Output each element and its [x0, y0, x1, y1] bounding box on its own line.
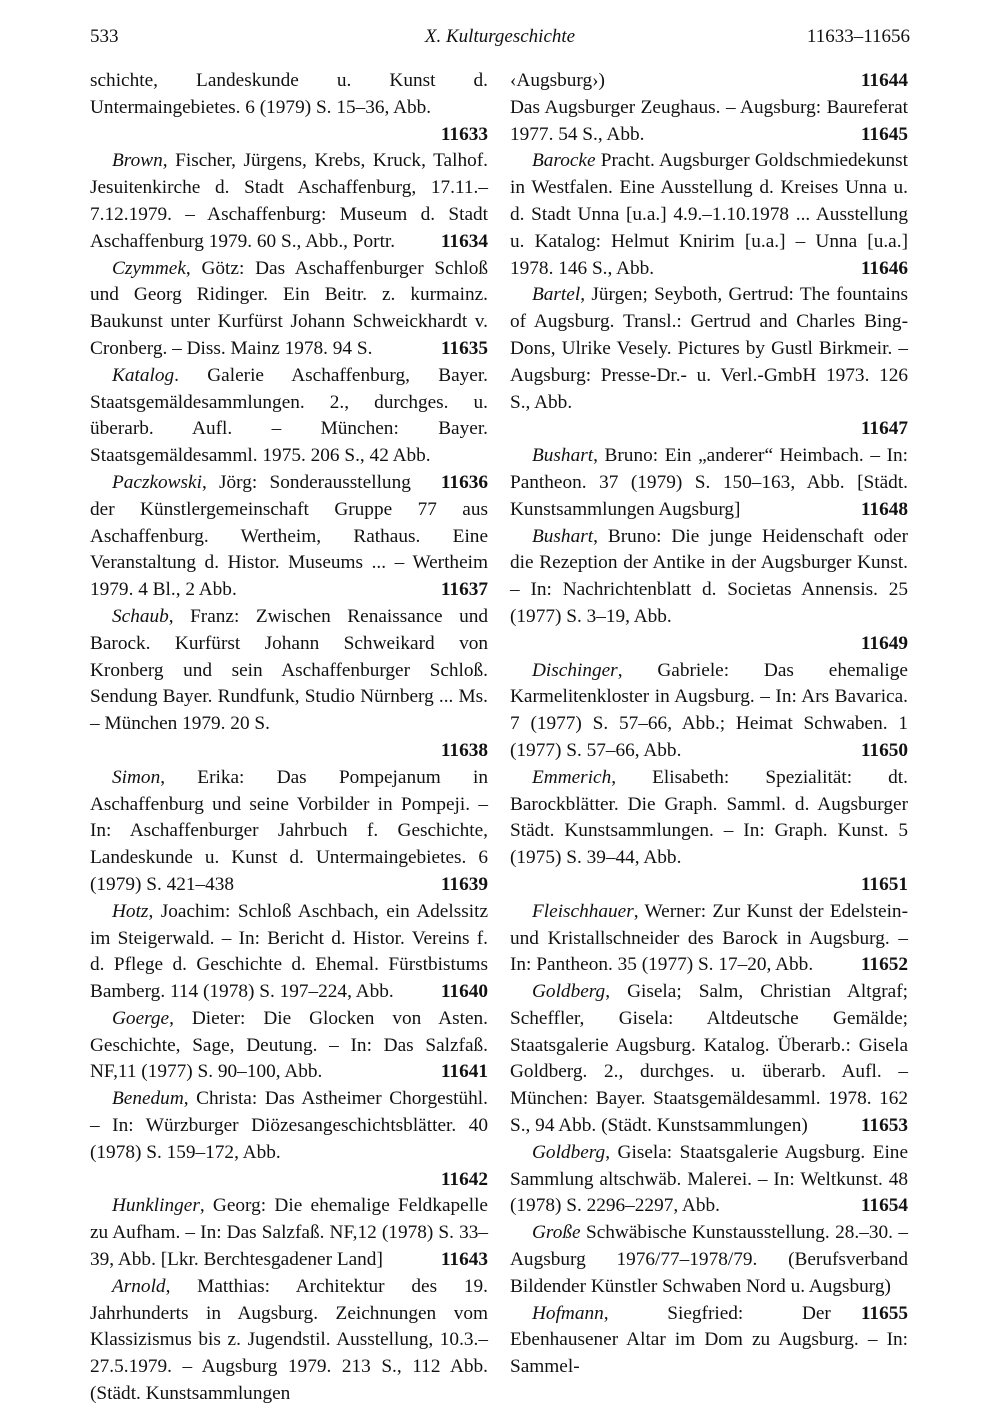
entry-author: Bushart — [532, 525, 594, 547]
entry-number: 11646 — [860, 257, 908, 279]
entry-author: Dischinger — [532, 659, 618, 681]
entry-number: 11640 — [440, 981, 488, 1003]
entry-number: 11651 — [860, 873, 908, 895]
entry-number: 11642 — [440, 1168, 488, 1190]
bibliography-entry — [90, 765, 488, 899]
entry-text: , Gisela; Salm, Christian Altgraf; Scheffler, Gisela: Altdeutsche Gemälde; Staatsgalerie Augsburg. Katalog. Überarb.: Gisela Goldberg. 2., durchges. u. überarb. Aufl. – München: Bayer. Staatsgemäldesamml. 1978. 162 S., 94 Abb. (Städt. Kunstsammlungen) — [510, 981, 908, 1137]
entry-text: Schwäbische Kunstausstellung. 28.–30. – Augsburg 1976/77–1978/79. (Berufsverband Bildender Künstler Schwaben Nord u. Augsburg) — [510, 1222, 908, 1297]
section-title: X. Kulturgeschichte — [424, 26, 576, 47]
bibliography-entry — [90, 604, 488, 765]
entry-author: Barocke — [532, 150, 596, 172]
entry-text: , Gabriele: Das ehemalige Karmelitenkloster in Augsburg. – In: Ars Bavarica. 7 (1977) S. 57–66, Abb.; Heimat Schwaben. 1 (1977) S. 57–66, Abb. — [510, 659, 908, 761]
entry-author: Katalog — [112, 364, 175, 386]
bibliography-entry — [510, 95, 908, 149]
entry-number: 11637 — [440, 579, 488, 601]
entry-text: schichte, Landeskunde u. Kunst d. Untermaingebietes. 6 (1979) S. 15–36, Abb. — [90, 70, 488, 118]
entry-author: Benedum — [112, 1088, 184, 1110]
bibliography-entry — [510, 68, 908, 95]
bibliography-entry — [90, 1006, 488, 1086]
entry-text: , Franz: Zwischen Renaissance und Barock. Kurfürst Johann Schweikard von Kronberg und sein Aschaffenburger Schloß. Sendung Bayer. Rundfunk, Studio Nürnberg ... Ms. – München 1979. 20 S. — [90, 605, 488, 735]
entry-number: 11634 — [440, 230, 488, 252]
bibliography-entry — [510, 765, 908, 899]
entry-text: , Jörg: Sonderausstellung der Künstlergemeinschaft Gruppe 77 aus Aschaffenburg. Wertheim, Rathaus. Eine Veranstaltung d. Histor. Museums ... – Wertheim 1979. 4 Bl., 2 Abb. — [90, 471, 488, 601]
entry-author: Schaub — [112, 605, 169, 627]
entry-number: 11635 — [440, 337, 488, 359]
page-number: 533 — [90, 26, 119, 47]
entry-text: , Bruno: Ein „anderer“ Heimbach. – In: Pantheon. 37 (1979) S. 150–163, Abb. [Städt. Kunstsammlungen Augsburg] — [510, 445, 908, 520]
entry-author: Goerge — [112, 1007, 170, 1029]
entry-text: , Siegfried: Der Ebenhausener Altar im Dom zu Augsburg. – In: Sammel- — [510, 1302, 908, 1378]
entry-text: , Fischer, Jürgens, Krebs, Kruck, Talhof. Jesuitenkirche d. Stadt Aschaffenburg, 17.11.–7.12.1979. – Aschaffenburg: Museum d. Stadt Aschaffenburg 1979. 60 S., Abb., Portr. — [90, 150, 488, 252]
entry-author: Bartel — [532, 284, 581, 306]
entry-number: 11655 — [860, 1302, 908, 1324]
bibliography-entry — [90, 148, 488, 255]
page-header — [90, 26, 910, 56]
bibliography-entry — [510, 282, 908, 443]
entry-author: Brown — [112, 150, 163, 172]
entry-number: 11639 — [440, 873, 488, 895]
entry-text: , Götz: Das Aschaffenburger Schloß und Georg Ridinger. Ein Beitr. z. kurmainz. Baukunst unter Kurfürst Johann Schweickhardt v. Cronberg. – Diss. Mainz 1978. 94 S. — [90, 257, 488, 359]
bibliography-entry — [510, 443, 908, 523]
entry-text: , Elisabeth: Spezialität: dt. Barockblätter. Die Graph. Samml. d. Augsburger Städt. Kunstsammlungen. – In: Graph. Kunst. 5 (1975) S. 39–44, Abb. — [510, 766, 908, 869]
entry-text: , Matthias: Architektur des 19. Jahrhunderts in Augsburg. Zeichnungen vom Klassizismus bis z. Jugendstil. Ausstellung, 10.3.–27.5.1979. – Augsburg 1979. 213 S., 112 Abb. (Städt. Kunstsammlungen — [90, 1275, 488, 1405]
entry-text: ‹Augsburg›) — [510, 70, 605, 91]
entry-author: Bushart — [532, 445, 594, 467]
entry-number: 11638 — [440, 739, 488, 761]
bibliography-entry — [90, 256, 488, 363]
entry-text: Pracht. Augsburger Goldschmiedekunst in Westfalen. Eine Ausstellung d. Kreises Unna u. d. Stadt Unna [u.a.] 4.9.–1.10.1978 ... Ausstellung u. Katalog: Helmut Knirim [u.a.] – Unna [u.a.] 1978. 146 S., Abb. — [510, 150, 908, 279]
entry-text: , Georg: Die ehemalige Feldkapelle zu Aufham. – In: Das Salzfaß. NF,12 (1978) S. 33–39, Abb. [Lkr. Berchtesgadener Land] — [90, 1195, 488, 1271]
bibliography-entry — [510, 1140, 908, 1220]
bibliography-entry — [90, 68, 488, 148]
entry-text: , Werner: Zur Kunst der Edelstein- und Kristallschneider des Barock in Augsburg. – In: Pantheon. 35 (1977) S. 17–20, Abb. — [510, 900, 908, 976]
entry-number: 11641 — [440, 1061, 488, 1083]
entry-author: Fleischhauer — [532, 900, 634, 922]
entry-number: 11650 — [860, 739, 908, 761]
entry-author: Paczkowski — [112, 471, 202, 493]
entry-text: , Erika: Das Pompejanum in Aschaffenburg und seine Vorbilder in Pompeji. – In: Aschaffenburger Jahrbuch f. Geschichte, Landeskunde u. Kunst d. Untermaingebietes. 6 (1979) S. 421–438 — [90, 766, 488, 895]
bibliography-entry — [90, 1193, 488, 1273]
entry-number: 11643 — [440, 1249, 488, 1271]
entry-number: 11654 — [860, 1195, 908, 1217]
entry-number: 11649 — [860, 632, 908, 654]
entry-number: 11653 — [860, 1115, 908, 1137]
entry-author: Arnold — [112, 1275, 166, 1297]
entry-number: 11633 — [440, 123, 488, 145]
entry-text: . Galerie Aschaffenburg, Bayer. Staatsgemäldesammlungen. 2., durchges. u. überarb. Aufl. – München: Bayer. Staatsgemäldesamml. 1975. 206 S., 42 Abb. — [90, 364, 488, 467]
entry-number: 11636 — [440, 471, 488, 493]
bibliography-entry — [510, 148, 908, 282]
entry-text: , Dieter: Die Glocken von Asten. Geschichte, Sage, Deutung. – In: Das Salzfaß. NF,11 (1977) S. 90–100, Abb. — [90, 1007, 488, 1083]
right-column — [510, 68, 908, 1381]
bibliography-entry — [510, 899, 908, 979]
bibliography-entry — [510, 524, 908, 658]
entry-author: Emmerich — [532, 766, 612, 788]
entry-text: Das Augsburger Zeughaus. – Augsburg: Baureferat 1977. 54 S., Abb. — [510, 96, 908, 145]
entry-text: , Gisela: Staatsgalerie Augsburg. Eine Sammlung altschwäb. Malerei. – In: Weltkunst. 48 (1978) S. 2296–2297, Abb. — [510, 1141, 908, 1217]
entry-author: Goldberg — [532, 1141, 606, 1163]
bibliography-entry — [510, 979, 908, 1140]
entry-number: 11645 — [860, 123, 908, 145]
bibliography-entry — [90, 899, 488, 1006]
entry-text: , Joachim: Schloß Aschbach, ein Adelssitz im Steigerwald. – In: Bericht d. Histor. Vereins f. d. Pflege d. Geschichte d. Ehemal. Fürstbistums Bamberg. 114 (1978) S. 197–224, Abb. — [90, 900, 488, 1003]
entry-author: Czymmek — [112, 257, 186, 279]
entry-author: Große — [532, 1222, 581, 1244]
entry-author: Simon — [112, 766, 161, 788]
bibliography-entry — [90, 1274, 488, 1408]
entry-text: , Christa: Das Astheimer Chorgestühl. – In: Würzburger Diözesangeschichtsblätter. 40 (1978) S. 159–172, Abb. — [90, 1088, 488, 1163]
entry-author: Hunklinger — [112, 1195, 200, 1217]
entry-number: 11652 — [860, 954, 908, 976]
entry-author: Hofmann — [532, 1302, 604, 1324]
left-column — [90, 68, 488, 1408]
entry-text: , Jürgen; Seyboth, Gertrud: The fountains of Augsburg. Transl.: Gertrud and Charles Bing-Dons, Ulrike Vesely. Pictures by Gustl Birkmeir. – Augsburg: Presse-Dr.- u. Verl.-GmbH 1973. 126 S., Abb. — [510, 284, 908, 413]
entry-author: Hotz — [112, 900, 149, 922]
bibliography-entry — [510, 658, 908, 765]
entry-number: 11644 — [860, 70, 908, 91]
entry-range: 11633–11656 — [806, 26, 910, 47]
bibliography-entry — [90, 1086, 488, 1193]
entry-number: 11647 — [860, 418, 908, 440]
entry-text: , Bruno: Die junge Heidenschaft oder die Rezeption der Antike in der Augsburger Kunst. – In: Nachrichtenblatt d. Societas Annensis. 25 (1977) S. 3–19, Abb. — [510, 525, 908, 627]
entry-number: 11648 — [860, 498, 908, 520]
entry-author: Goldberg — [532, 981, 606, 1003]
